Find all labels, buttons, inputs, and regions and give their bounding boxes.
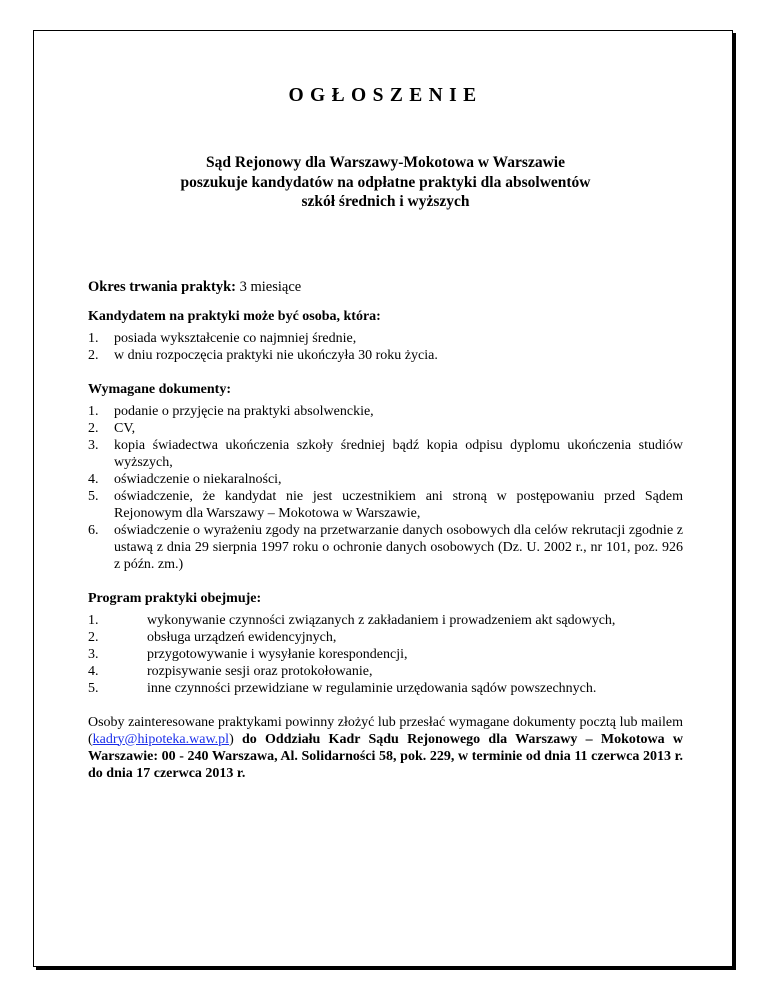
list-item <box>88 612 683 629</box>
list-item-text: kopia świadectwa ukończenia szkoły średniej bądź kopia odpisu dyplomu ukończenia studiów wyższych, <box>114 437 683 470</box>
list-item <box>88 680 683 697</box>
program-heading: Program praktyki obejmuje: <box>88 590 262 606</box>
list-item <box>88 646 683 663</box>
email-link[interactable]: kadry@hipoteka.waw.pl <box>92 731 230 747</box>
footer-close-paren: ) <box>229 731 234 747</box>
application-instructions <box>88 714 683 782</box>
list-item-number: 4. <box>88 663 99 679</box>
list-item-text: posiada wykształcenie co najmniej średnie, <box>114 330 357 346</box>
list-item-number: 5. <box>88 488 99 504</box>
list-item-text: oświadczenie, że kandydat nie jest uczestnikiem ani stroną w postępowaniu przed Sądem Rejonowym dla Warszawy – Mokotowa w Warszawie, <box>114 488 683 521</box>
list-item-number: 3. <box>88 437 99 453</box>
list-item-text: inne czynności przewidziane w regulaminie urzędowania sądów powszechnych. <box>147 680 597 696</box>
list-item <box>88 437 683 471</box>
list-item <box>88 629 683 646</box>
list-item-text: oświadczenie o niekaralności, <box>114 471 282 487</box>
list-item-text: wykonywanie czynności związanych z zakładaniem i prowadzeniem akt sądowych, <box>147 612 616 628</box>
footer-address: do Oddziału Kadr Sądu Rejonowego dla Warszawy – Mokotowa w Warszawie: 00 - 240 Warszawa, Al. Solidarności 58, pok. 229, w terminie od dnia 11 czerwca 2013 r. do dnia 17 czerwca 2013 r. <box>88 731 683 781</box>
list-item-number: 3. <box>88 646 99 662</box>
page-title: OGŁOSZENIE <box>288 85 483 106</box>
list-item <box>88 663 683 680</box>
program-list <box>88 612 683 697</box>
list-item-text: rozpisywanie sesji oraz protokołowanie, <box>147 663 373 679</box>
documents-heading: Wymagane dokumenty: <box>88 381 231 397</box>
internship-period <box>88 279 683 296</box>
footer-intro: Osoby zainteresowane praktykami powinny złożyć lub przesłać wymagane dokumenty pocztą lub mailem ( <box>88 714 683 747</box>
court-heading-line-3: szkół średnich i wyższych <box>301 193 470 210</box>
list-item-number: 6. <box>88 522 99 538</box>
list-item-text: przygotowywanie i wysyłanie korespondencji, <box>147 646 408 662</box>
court-heading-line-2: poszukuje kandydatów na odpłatne praktyki dla absolwentów <box>180 173 591 191</box>
list-item-number: 2. <box>88 347 99 363</box>
candidate-list <box>88 330 683 364</box>
list-item-text: w dniu rozpoczęcia praktyki nie ukończyła 30 roku życia. <box>114 347 438 363</box>
list-item-number: 1. <box>88 612 99 628</box>
list-item <box>88 488 683 522</box>
list-item-number: 2. <box>88 629 99 645</box>
list-item-text: obsługa urządzeń ewidencyjnych, <box>147 629 337 645</box>
list-item-number: 1. <box>88 403 99 419</box>
list-item <box>88 420 683 437</box>
list-item-number: 5. <box>88 680 99 696</box>
list-item <box>88 347 683 364</box>
list-item <box>88 471 683 488</box>
list-item-number: 4. <box>88 471 99 487</box>
list-item-number: 2. <box>88 420 99 436</box>
list-item-text: oświadczenie o wyrażeniu zgody na przetwarzanie danych osobowych dla celów rekrutacji zgodnie z ustawą z dnia 29 sierpnia 1997 roku o ochronie danych osobowych (Dz. U. 2002 r., nr 101, poz. 926 z późn. zm.) <box>114 522 683 572</box>
announcement <box>88 84 683 782</box>
list-item-number: 1. <box>88 330 99 346</box>
list-item <box>88 330 683 347</box>
court-heading <box>88 153 683 212</box>
list-item <box>88 403 683 420</box>
list-item-text: CV, <box>114 420 136 436</box>
list-item <box>88 522 683 573</box>
period-label: Okres trwania praktyk: <box>88 278 236 295</box>
candidate-heading: Kandydatem na praktyki może być osoba, która: <box>88 308 381 324</box>
documents-list <box>88 403 683 573</box>
period-value: 3 miesiące <box>239 278 302 295</box>
list-item-text: podanie o przyjęcie na praktyki absolwenckie, <box>114 403 374 419</box>
court-heading-line-1: Sąd Rejonowy dla Warszawy-Mokotowa w Warszawie <box>206 154 565 171</box>
